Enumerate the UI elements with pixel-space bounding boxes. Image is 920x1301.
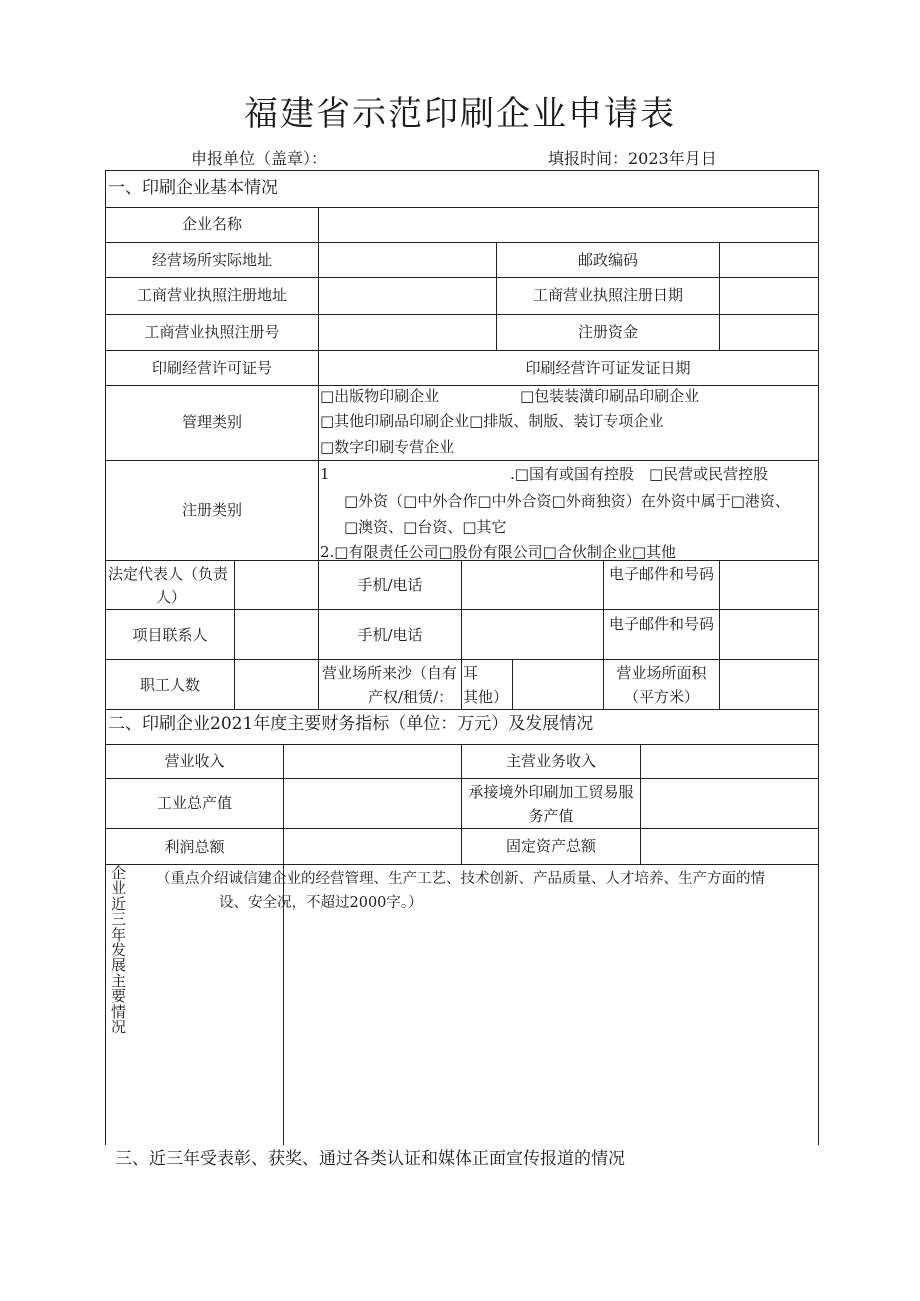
fixed-assets-label: 固定资产总额 (505, 837, 596, 855)
permit-no-label: 印刷经营许可证号 (151, 359, 272, 377)
output-label: 工业总产值 (156, 794, 232, 812)
address-label: 经营场所实际地址 (151, 251, 272, 269)
reg-index-1: 1 (320, 465, 330, 483)
phone-label-2: 手机/电话 (357, 626, 423, 644)
revenue-label: 营业收入 (164, 752, 225, 770)
company-name-label: 企业名称 (181, 215, 242, 233)
development-note-line1: （重点介绍诚信建企业的经营管理、生产工艺、技术创新、产品质量、人才培养、生产方面的情 (156, 871, 765, 887)
premises-source-line1: 营业场所来沙（自有 (322, 664, 458, 682)
reg-category-label: 注册类别 (181, 501, 242, 519)
area-label-line1: 营业场所面积 (616, 664, 707, 682)
premises-source-line2: 产权/租赁/： (368, 688, 454, 706)
page-title: 福建省示范印刷企业申请表 (244, 94, 676, 134)
development-label: 企业近三年发展主要情况 (111, 864, 127, 1037)
mgmt-category-label: 管理类别 (181, 413, 242, 431)
option-other-printing[interactable]: □其他印刷品印刷企业□排版、制版、装订专项企业 (320, 412, 664, 430)
applicant-label: 申报单位（盖章）： (191, 149, 328, 168)
overseas-label-line1: 承接境外印刷加工贸易服 (468, 783, 634, 801)
option-foreign[interactable]: □外资（□中外合作□中外合资□外商独资）在外资中属于□港资、 (344, 492, 790, 510)
email-label-2: 电子邮件和号码 (608, 615, 714, 633)
overseas-label-line2: 务产值 (528, 807, 574, 825)
option-company-type[interactable]: 2.□有限责任公司□股份有限公司□合伙制企业□其他 (320, 543, 677, 561)
fill-date-label: 填报时间：2023年月日 (548, 149, 717, 168)
phone-label: 手机/电话 (357, 576, 423, 594)
staff-count-label: 职工人数 (139, 676, 200, 694)
option-publication-printing[interactable]: □出版物印刷企业 (320, 387, 440, 405)
option-state-private[interactable]: .□国有或国有控股 □民营或民营控股 (510, 465, 769, 483)
postcode-label: 邮政编码 (577, 251, 638, 269)
legal-rep-label-line1: 法定代表人（负责 (108, 565, 229, 583)
premises-other-line2: 其他） (463, 688, 509, 706)
permit-date-label: 印刷经营许可证发证日期 (525, 359, 691, 377)
option-macau-taiwan[interactable]: □澳资、□台资、□其它 (344, 518, 507, 536)
section3-heading: 三、近三年受表彰、获奖、通过各类认证和媒体正面宣传报道的情况 (115, 1149, 625, 1169)
contact-label: 项目联系人 (132, 626, 208, 644)
license-no-label: 工商营业执照注册号 (144, 323, 280, 341)
legal-rep-label-line2: 人） (156, 588, 187, 606)
license-address-label: 工商营业执照注册地址 (136, 286, 287, 304)
email-label: 电子邮件和号码 (608, 565, 714, 583)
profit-label: 利润总额 (164, 838, 225, 856)
area-label-line2: （平方米） (623, 688, 699, 706)
main-revenue-label: 主营业务收入 (505, 752, 596, 770)
license-date-label: 工商营业执照注册日期 (532, 286, 683, 304)
capital-label: 注册资金 (577, 323, 638, 341)
section1-heading: 一、印刷企业基本情况 (108, 178, 278, 198)
premises-other-line1: 耳 (463, 664, 479, 682)
development-note-line2: 设、安全况，不超过2000字。） (219, 895, 423, 911)
option-digital-printing[interactable]: □数字印刷专营企业 (320, 438, 455, 456)
section2-heading: 二、印刷企业2021年度主要财务指标（单位：万元）及发展情况 (108, 714, 594, 734)
option-packaging-printing[interactable]: □包装装潢印刷品印刷企业 (520, 387, 700, 405)
